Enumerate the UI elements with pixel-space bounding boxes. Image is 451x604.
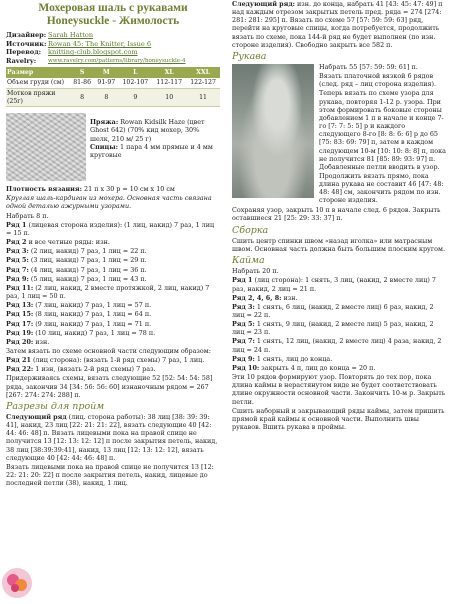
ravelry-link[interactable]: www.ravelry.com/patterns/library/honeysuckle-4 xyxy=(48,57,186,64)
title-line-2: Honeysuckle - Жимолость xyxy=(46,15,180,27)
instruction-text: Набрать 55 [57: 59: 59: 61] п. xyxy=(319,62,418,71)
row-label: Ряд 10: xyxy=(232,363,260,372)
table-cell: 102-107 xyxy=(118,78,152,88)
instruction-text: Затем вязать по схеме основной части следующим образом: xyxy=(6,346,211,355)
instruction-text: (9 лиц, накид) 7 раз, 1 лиц = 71 п. xyxy=(33,319,152,328)
instruction-text: Набрать 20 п. xyxy=(232,267,279,276)
row-label: Ряд 2, 4, 6, 8: xyxy=(232,293,282,302)
instruction-text: закрыть 4 п, лиц до конца = 20 п. xyxy=(259,363,376,372)
row-label: Ряд 5: xyxy=(6,256,29,265)
instruction-text: 1 снять, 12 лиц, (накид, 2 вместе лиц) 4 раза, накид, 2 лиц = 24 п. xyxy=(232,337,442,354)
instruction-paragraph xyxy=(232,355,446,363)
instruction-text: Вязать лицевыми пока на правой спице не получится 13 [12: 22: 21: 20: 22] п после закрытия петель, накид, лицевые до последней петли (38), накид, 1 лиц. xyxy=(6,462,214,488)
meta-source xyxy=(6,40,220,49)
instruction-paragraph xyxy=(6,329,220,337)
section-title-armholes: Разрезы для пройм xyxy=(6,400,105,412)
instruction-text: Вязать платочной вязкой 6 рядов (след. ряд – лиц сторона изделия). xyxy=(319,72,437,89)
row-label: Ряд 7: xyxy=(232,337,255,346)
instruction-paragraph xyxy=(6,238,220,246)
meta-key: Ravelry: xyxy=(6,56,37,65)
instruction-paragraph xyxy=(232,373,446,406)
instruction-text: изн. xyxy=(281,293,298,302)
gauge-text: 21 п х 30 р = 10 см х 10 см xyxy=(84,185,175,194)
row-label: Ряд 13: xyxy=(6,301,34,310)
table-row xyxy=(6,88,220,106)
instruction-text: (2 лиц, накид) 7 раз, 1 лиц = 22 п. xyxy=(28,247,147,256)
row-label: Ряд 19: xyxy=(6,328,34,337)
size-header-cell: S xyxy=(70,67,94,78)
assembly-text: Сшить центр спинки швом «назад иголка» или матрасным швом. Основная часть должна быть большим плоским кругом. xyxy=(232,236,446,254)
table-cell: 122-127 xyxy=(186,78,220,88)
row-label: Следующий ряд: xyxy=(232,0,295,8)
instruction-paragraph xyxy=(6,247,220,255)
gauge-line xyxy=(6,185,220,193)
yarn-label: Пряжа: xyxy=(90,118,119,127)
translation-link[interactable]: knitting-club.blogspot.com xyxy=(48,48,138,57)
table-cell: 91-97 xyxy=(94,78,118,88)
pattern-title xyxy=(6,2,220,28)
instruction-text: (7 лиц, накид) 7 раз, 1 лиц = 57 п. xyxy=(33,301,152,310)
instruction-paragraph xyxy=(232,206,446,222)
instruction-paragraph xyxy=(6,320,220,328)
instruction-text: Теперь вязать по схеме узора для рукава, повторяя 1-12 р. узора. При этом формировать боковые стороны добавлением 1 п в начале и конце 7-го [7: 7: 5: 5] р и каждого следующего 8-го [8: 8: 6: 6] р до 65 [75: 83: 69: 79] п, затем в каждом следующем 10-м [10: 10: 8: 8] п, пока не получится 81 [85: 89: 93: 97] п. Добавленные петли вводить в узор. xyxy=(319,89,446,171)
row-label: Ряд 11: xyxy=(6,283,34,292)
row-label: Ряд 3: xyxy=(6,247,29,256)
instruction-paragraph xyxy=(6,347,220,355)
table-cell: 81-86 xyxy=(70,78,94,88)
instruction-text: изн. xyxy=(33,337,50,346)
instruction-paragraph xyxy=(6,310,220,318)
instruction-text: Продолжить вязать прямо, пока длина рукава не составит 46 [47: 48: 48: 48] см, закончить рядом по изн. стороне изделия. xyxy=(319,171,444,205)
left-column xyxy=(6,0,220,488)
right-column xyxy=(232,0,446,432)
instruction-paragraph xyxy=(6,338,220,346)
instruction-text: 1 снять, лиц до конца. xyxy=(254,354,333,363)
section-title-assembly: Сборка xyxy=(232,224,269,236)
size-header-cell: XL xyxy=(152,67,186,78)
table-row xyxy=(6,78,220,88)
instruction-paragraph xyxy=(232,320,446,336)
row-label: Ряд 1 xyxy=(232,276,253,285)
instruction-text: 1 изн, (вязать 2-й ряд схемы) 7 раз. xyxy=(33,365,156,374)
source-link[interactable]: Rowan 45: The Knitter, Issue 6 xyxy=(48,39,152,48)
row-label: Ряд 17: xyxy=(6,319,34,328)
instruction-text: (5 лиц, накид) 7 раз, 1 лиц = 43 п. xyxy=(28,274,147,283)
instruction-text: Сшить наборный и закрывающий ряды каймы, затем пришить прямой край каймы к основной части. Выполнить швы рукавов. Вшить рукава в проймы. xyxy=(232,406,445,432)
row-label: Ряд 21 xyxy=(6,356,31,365)
left-instructions xyxy=(6,194,220,399)
instruction-text: (3 лиц, накид) 7 раз, 1 лиц = 29 п. xyxy=(28,256,147,265)
instruction-text: (лиц сторона): 1 снять, 3 лиц, (накид, 2 вместе лиц) 7 раз, накид, 2 лиц = 21 п. xyxy=(232,276,436,293)
row-label: Ряд 3: xyxy=(232,302,255,311)
continuation-instructions xyxy=(232,0,446,49)
row-label: Ряд 15: xyxy=(6,310,34,319)
instruction-paragraph xyxy=(232,267,446,275)
instruction-paragraph xyxy=(232,303,446,319)
instruction-text: Эти 10 рядов формируют узор. Повторять до тех пор, пока длина каймы в нерастянутом виде не будет соответствовать длине окружности основной части. Закончить 10-м р. Закрыть петли. xyxy=(232,373,446,406)
instruction-text: (10 лиц, накид) 7 раз, 1 лиц = 78 п. xyxy=(33,328,156,337)
instruction-text: 1 снять, 9 лиц, (накид, 2 вместе лиц) 5 раз, накид, 2 лиц = 23 п. xyxy=(232,320,434,337)
instruction-paragraph xyxy=(6,413,220,462)
instruction-paragraph xyxy=(6,301,220,309)
size-header-cell: L xyxy=(118,67,152,78)
instruction-text: Набрать 8 п. xyxy=(6,211,49,220)
instruction-text: Круглая шаль-кардиган из мохера. Основная часть связана одной деталью ажурными узорами. xyxy=(6,194,212,211)
yarn-swatch-image xyxy=(6,113,86,181)
row-label: Ряд 9: xyxy=(232,354,255,363)
armhole-instructions xyxy=(6,413,220,487)
gauge-label: Плотность вязания: xyxy=(6,185,82,194)
pattern-meta xyxy=(6,31,220,65)
title-line-1: Мохеровая шаль с рукавами xyxy=(38,2,188,14)
needles-text: 1 пара 4 мм прямые и 4 мм круговые xyxy=(90,142,213,159)
instruction-paragraph xyxy=(6,266,220,274)
instruction-paragraph xyxy=(6,256,220,264)
meta-ravelry xyxy=(6,57,220,66)
size-header-cell: XXL xyxy=(186,67,220,78)
yarn-block xyxy=(6,113,220,181)
instruction-paragraph xyxy=(232,337,446,353)
table-cell: 8 xyxy=(94,88,118,106)
section-title-border: Кайма xyxy=(232,255,265,267)
size-table-header xyxy=(6,67,220,78)
instruction-paragraph xyxy=(6,356,220,364)
size-table xyxy=(6,67,220,107)
instruction-text: 1 снять, 6 лиц, (накид, 2 вместе лиц) 6 раз, накид, 2 лиц = 22 п. xyxy=(232,302,434,319)
designer-link[interactable]: Sarah Hatton xyxy=(48,31,94,39)
instruction-text: (лиц сторона): (вязать 1-й ряд схемы) 7 раз, 1 лиц. xyxy=(30,356,205,365)
instruction-text: Сохраняя узор, закрыть 10 п в начале след. 6 рядов. Закрыть оставшиеся 21 [25: 29: 33: 37] п. xyxy=(232,205,441,222)
meta-key: Источник: xyxy=(6,39,47,48)
instruction-paragraph xyxy=(232,0,446,49)
instruction-text: (4 лиц, накид) 7 раз, 1 лиц = 36 п. xyxy=(28,265,147,274)
section-title-sleeves: Рукава xyxy=(232,50,267,62)
instruction-text: (8 лиц, накид) 7 раз, 1 лиц = 64 п. xyxy=(33,310,152,319)
row-label: Ряд 1 xyxy=(6,220,27,229)
instruction-text: Придерживаясь схемы, вязать следующие 52 [52: 54: 54: 58] ряда, закончив 34 [34: 56: 56: 60] изнаночным рядом = 267 [267: 274: 274: 288] п. xyxy=(6,374,213,399)
instruction-paragraph xyxy=(6,374,220,398)
instruction-paragraph xyxy=(232,364,446,372)
row-label: Ряд 2 xyxy=(6,238,27,247)
table-cell: 112-117 xyxy=(152,78,186,88)
row-label: Объем груди (см) xyxy=(6,78,70,88)
meta-key: Перевод: xyxy=(6,48,42,57)
meta-key: Дизайнер: xyxy=(6,31,47,39)
row-label: Следующий ряд xyxy=(6,412,67,421)
size-header-cell: M xyxy=(94,67,118,78)
instruction-paragraph xyxy=(6,365,220,373)
instruction-paragraph xyxy=(6,284,220,300)
instruction-paragraph xyxy=(6,275,220,283)
table-cell: 9 xyxy=(118,88,152,106)
needles-label: Спицы: xyxy=(90,142,118,151)
instruction-paragraph xyxy=(6,212,220,220)
instruction-text: (лицевая сторона изделия): (1 лиц, накид) 7 раз, 1 лиц = 15 п. xyxy=(6,220,215,237)
instruction-paragraph xyxy=(6,221,220,237)
instruction-text: (лиц. сторона работы): 38 лиц [38: 39: 39: 41], накид, 23 лиц [22: 21: 21: 22], вязать следующие 40 [42: 44: 46: 48] п. Вязать лицевыми пока на правой спице не получится 13 [12: 13: 12: 12] п после закрытия петель, накид, 38 лиц [38:39:39:41], накид, 13 лиц [12: 13: 12: 12], вязать следующие 40 [42: 44: 46: 48] п. xyxy=(6,412,218,462)
meta-translation xyxy=(6,48,220,57)
yarn-text: Rowan Kidsilk Haze (цвет Ghost 642) (70% кид мохер, 30% шелк, 210 м/ 25 г) xyxy=(90,118,205,143)
table-cell: 8 xyxy=(70,88,94,106)
site-logo-icon xyxy=(0,566,34,600)
size-header-cell: Размер xyxy=(6,67,70,78)
row-label: Ряд 5: xyxy=(232,320,255,329)
model-photo xyxy=(232,64,314,198)
instruction-text: и все четные ряды: изн. xyxy=(26,238,110,247)
instruction-paragraph xyxy=(232,294,446,302)
meta-designer xyxy=(6,31,220,40)
instruction-paragraph xyxy=(6,463,220,487)
instruction-text: (2 лиц, накид, 2 вместе протяжкой, 2 лиц, накид) 7 раз, 1 лиц = 50 п. xyxy=(6,283,210,301)
instruction-paragraph xyxy=(6,194,220,210)
row-label: Ряд 7: xyxy=(6,265,29,274)
table-cell: 10 xyxy=(152,88,186,106)
yarn-info xyxy=(90,113,220,181)
row-label: Ряд 20: xyxy=(6,337,34,346)
row-label: Ряд 9: xyxy=(6,274,29,283)
instruction-paragraph xyxy=(232,407,446,431)
border-instructions xyxy=(232,267,446,431)
row-label: Мотков пряжи (25г) xyxy=(6,88,70,106)
row-label: Ряд 22: xyxy=(6,365,34,374)
instruction-paragraph xyxy=(232,276,446,292)
table-cell: 11 xyxy=(186,88,220,106)
instruction-text: изн. до конца, набрать 41 [43: 45: 47: 49] п над каждым отрезом закрытых петель пред. ряда = 274 [274: 281: 281: 295] п. Вязать по схеме 57 [57: 59: 59: 63] ряд, перейти на круговые спицы, когда потребуется, продолжить вязать по схеме, пока 144-й ряд не будет выполнен (по изн. стороне изделия). Свободно закрыть все 582 п. xyxy=(232,0,443,49)
